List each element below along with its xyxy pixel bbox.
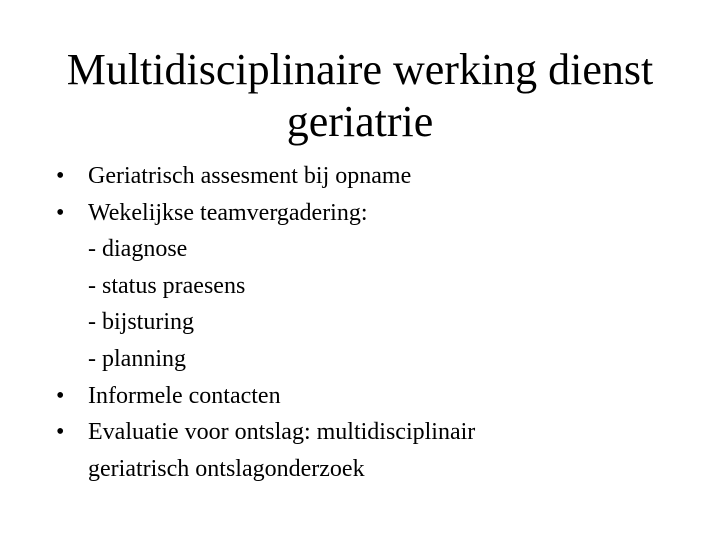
sub-item: - diagnose <box>88 236 188 263</box>
sub-list <box>56 231 696 377</box>
bullet-marker: • <box>56 419 65 446</box>
bullet-text: Wekelijkse teamvergadering: <box>88 199 368 226</box>
title-line-1: Multidisciplinaire werking dienst <box>66 45 654 94</box>
bullet-item-informele-contacten <box>56 378 696 415</box>
sub-item: - status praesens <box>88 272 246 299</box>
bullet-list <box>56 158 696 487</box>
bullet-text: Informele contacten <box>88 382 281 409</box>
bullet-marker: • <box>56 199 65 226</box>
title-line-2: geriatrie <box>286 97 434 146</box>
sub-item: - bijsturing <box>88 309 194 336</box>
bullet-item-assesment <box>56 158 696 195</box>
sub-item: - planning <box>88 345 186 372</box>
bullet-item-evaluatie <box>56 414 696 487</box>
bullet-text: Evaluatie voor ontslag: multidisciplinair <box>88 419 476 446</box>
bullet-text: Geriatrisch assesment bij opname <box>88 163 412 189</box>
bullet-item-teamvergadering <box>56 195 696 232</box>
bullet-text-continued: geriatrisch ontslagonderzoek <box>88 455 365 482</box>
bullet-marker: • <box>56 163 65 189</box>
slide-title <box>36 44 684 148</box>
bullet-marker: • <box>56 382 65 409</box>
